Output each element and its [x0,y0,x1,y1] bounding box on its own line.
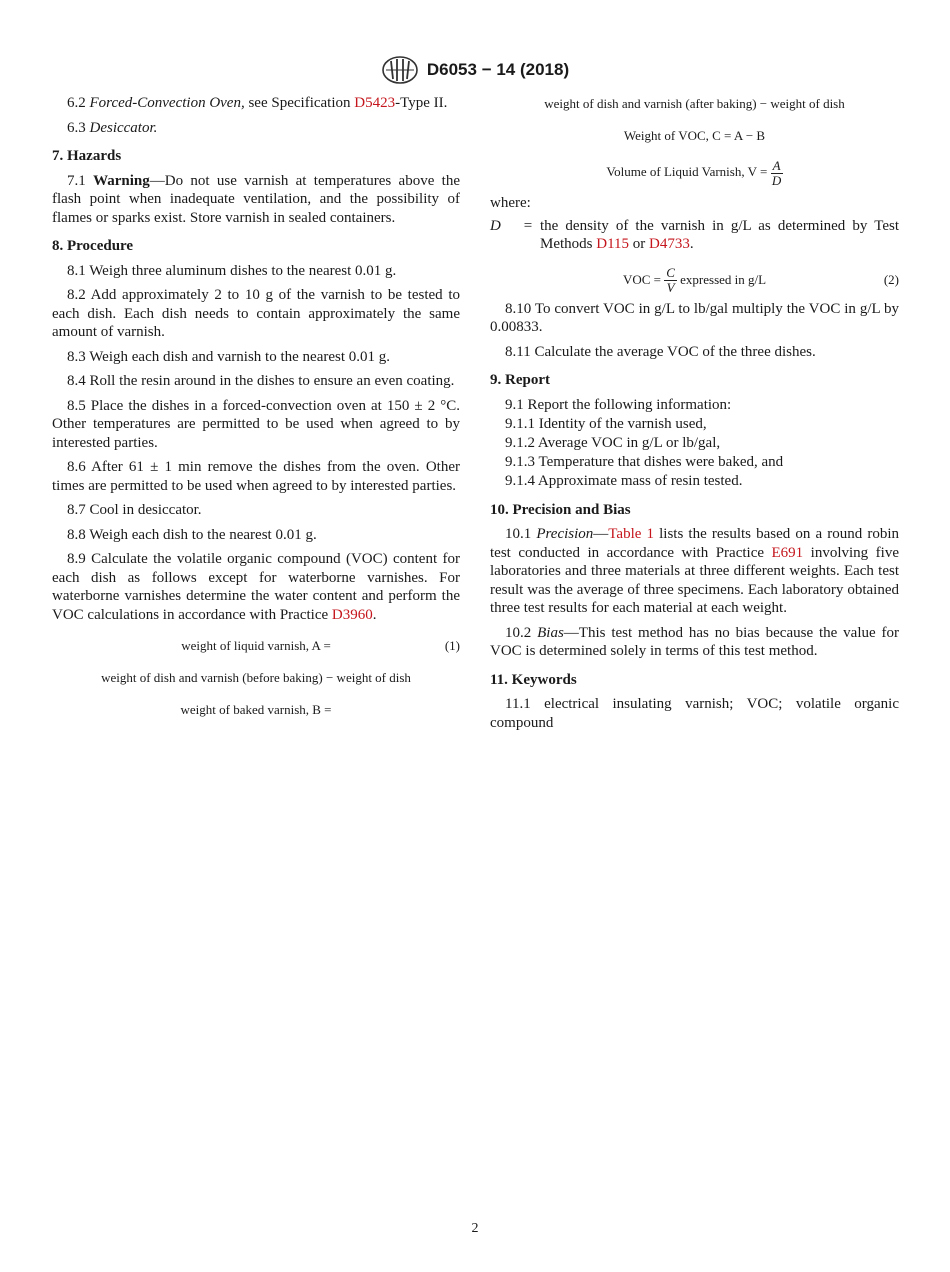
section-6-2: 6.2 Forced-Convection Oven, see Specification D5423-Type II. [67,95,448,111]
section-9-1-3: 9.1.3 Temperature that dishes were baked, and [505,453,784,470]
section-7-1: 7.1 Warning—Do not use varnish at temperatures above the flash point when inadequate ventilation, and the possibility of flames or sparks exist. Store varnish in sealed containers. [52,172,460,226]
link-d4733[interactable]: D4733 [649,236,690,252]
where-label: where: [490,195,531,211]
page-number: 2 [471,1221,479,1236]
left-column [52,94,460,726]
equation-number-2: (2) [883,271,899,287]
link-e691[interactable]: E691 [771,544,804,561]
astm-logo-icon [381,55,419,85]
section-10-1: 10.1 Precision—Table 1 lists the results based on a round robin test conducted in accordance with Practice E691 involving five laboratories and three materials at three different weights. Each test result was the average of three specimens. Each laboratory obtained three test results for each material at each weight. [490,526,899,616]
heading-report: 9. Report [490,372,550,388]
page-header [0,55,950,85]
heading-procedure: 8. Procedure [52,238,134,254]
section-9-1-4: 9.1.4 Approximate mass of resin tested. [505,472,743,489]
right-column [490,94,899,738]
link-table-1[interactable]: Table 1 [608,526,655,542]
section-9-1-2: 9.1.2 Average VOC in g/L or lb/gal, [505,434,721,451]
fraction-a-over-d: $\frac{A}{D}$ [771,157,782,188]
section-8-4: 8.4 Roll the resin around in the dishes to ensure an even coating. [67,373,455,389]
heading-hazards: 7. Hazards [52,148,122,164]
section-8-11: 8.11 Calculate the average VOC of the three dishes. [505,343,816,360]
link-d5423[interactable]: D5423 [354,95,396,111]
equation-voc-weight: Weight of VOC, C = A − B [623,128,766,143]
equation-number-1: (1) [444,638,460,653]
equation-1-line-d: weight of dish and varnish (after baking) − weight of dish [544,96,845,111]
section-9-1-1: 9.1.1 Identity of the varnish used, [505,415,707,432]
section-8-3: 8.3 Weigh each dish and varnish to the nearest 0.01 g. [67,348,391,365]
report-list [490,396,899,491]
fraction-c-over-v: $\frac{C}{V}$ [666,265,675,296]
equation-1-line-c: weight of baked varnish, B = [180,702,332,717]
section-11-1: 11.1 electrical insulating varnish; VOC; volatile organic compound [490,696,899,731]
document-designation: D6053 − 14 (2018) [426,60,570,79]
definition-d: D = the density of the varnish in g/L as determined by Test Methods D115 or D4733. [490,217,899,252]
section-8-9: 8.9 Calculate the volatile organic compound (VOC) content for each dish as follows except for waterborne varnishes. For waterborne varnishes determine the water content and perform the VOC calculations in accordance with Practice D3960. [52,551,460,623]
section-8-1: 8.1 Weigh three aluminum dishes to the nearest 0.01 g. [67,262,397,279]
heading-precision-bias: 10. Precision and Bias [490,501,631,518]
section-8-5: 8.5 Place the dishes in a forced-convection oven at 150 ± 2 °C. Other temperatures are permitted to be used when agreed to by interested parties. [52,397,460,451]
section-10-2: 10.2 Bias—This test method has no bias because the value for VOC is determined solely in terms of this test method. [490,624,900,659]
link-d115[interactable]: D115 [596,236,630,252]
section-8-6: 8.6 After 61 ± 1 min remove the dishes from the oven. Other times are permitted to be used when agreed to by interested parties. [52,459,460,494]
section-8-10: 8.10 To convert VOC in g/L to lb/gal multiply the VOC in g/L by 0.00833. [490,300,899,335]
section-9-1: 9.1 Report the following information: [505,396,732,413]
equation-volume: Volume of Liquid Varnish, V = $\frac{A}{D}$ [606,157,782,188]
heading-keywords: 11. Keywords [490,671,577,688]
equation-1-line-b: weight of dish and varnish (before baking) − weight of dish [101,670,411,685]
section-6-3: 6.3 Desiccator. [67,119,158,136]
equation-1-line-a: weight of liquid varnish, A = (1) [52,630,460,662]
section-8-2: 8.2 Add approximately 2 to 10 g of the varnish to be tested to each dish. Each dish needs to contain approximately the same amount of varnish. [52,287,460,340]
section-8-7: 8.7 Cool in desiccator. [67,502,202,518]
section-8-8: 8.8 Weigh each dish to the nearest 0.01 g. [67,526,317,543]
link-d3960[interactable]: D3960 [331,606,373,623]
equation-2: VOC = $\frac{C}{V}$ expressed in g/L (2) [490,260,899,300]
